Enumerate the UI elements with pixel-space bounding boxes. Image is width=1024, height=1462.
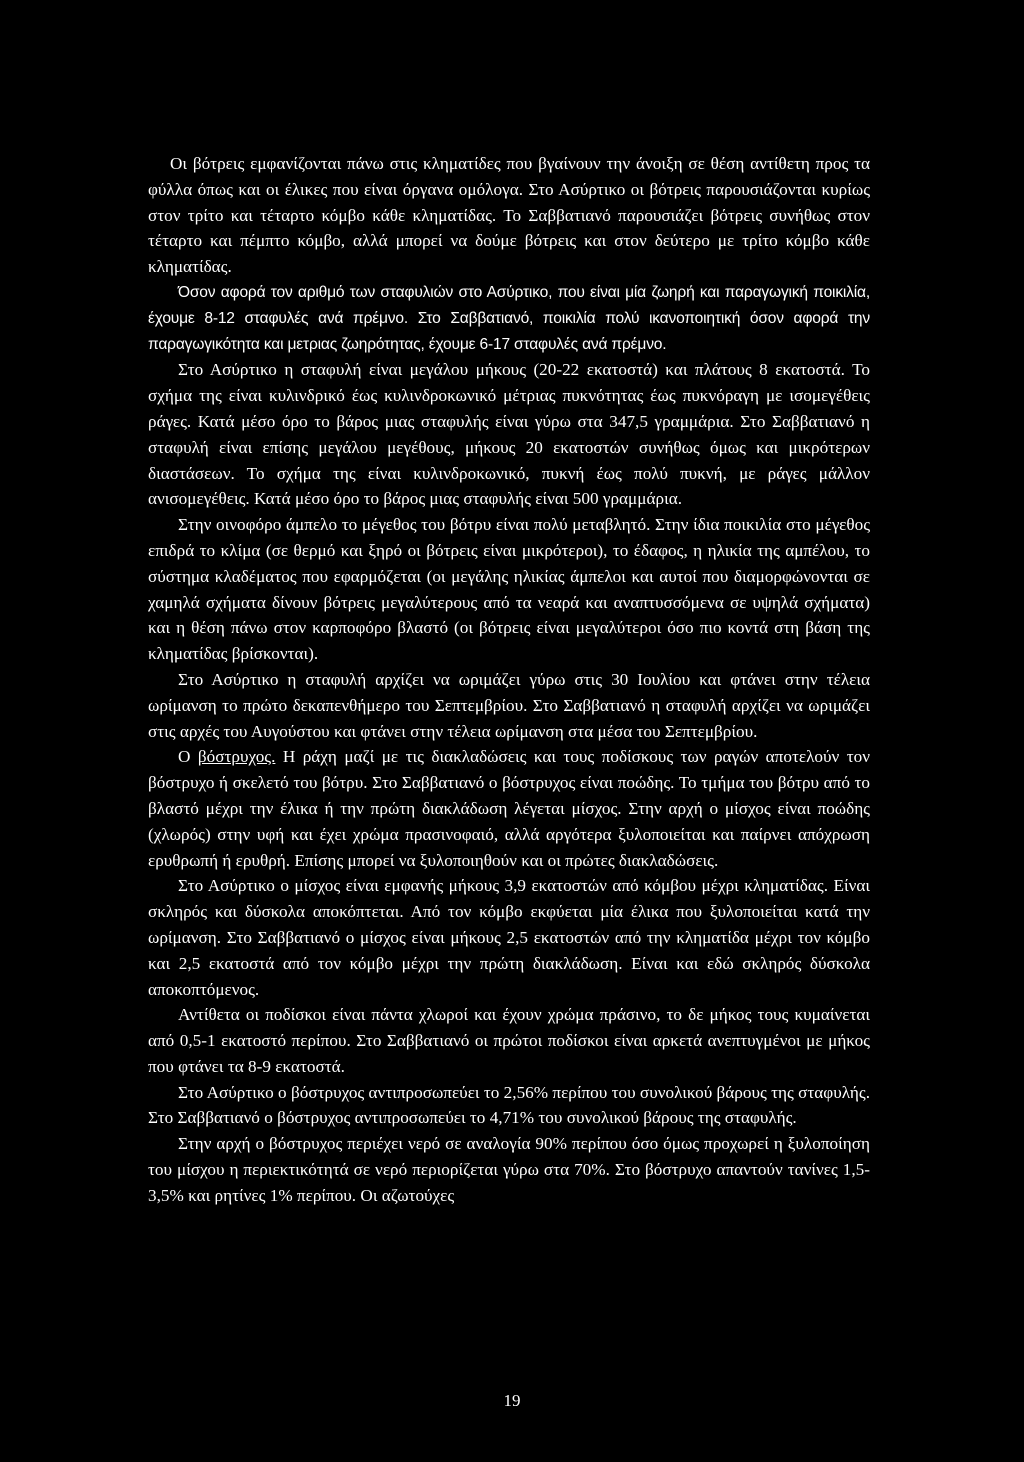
paragraph-text: Η ράχη μαζί με τις διακλαδώσεις και τους ποδίσκους των ραγών αποτελούν τον βόστρυχο ή σκελετό του βότρυ. Στο Σαββατιανό ο βόστρυχος είναι ποώδης. Το τμήμα του βότρυ από το βλαστό μέχρι την έλικα ή την πρώτη διακλάδωση λέγεται μίσχος. Στην αρχή ο μίσχος είναι ποώδης (χλωρός) στην υφή και έχει χρώμα πρασινοφαιό, αλλά αργότερα ξυλοποιείται και παίρνει απόχρωση ερυθρωπή ή ερυθρή. Επίσης μπορεί να ξυλοποιηθούν και οι πρώτες διακλαδώσεις. <box>148 747 870 870</box>
paragraph: Στο Ασύρτικο η σταφυλή είναι μεγάλου μήκους (20-22 εκατοστά) και πλάτους 8 εκατοστά. Το σχήμα της είναι κυλινδρικό έως κυλινδροκωνικό μέτριας πυκνότητας έως πυκνόραγη με ισομεγέθεις ράγες. Κατά μέσο όρο το βάρος μιας σταφυλής είναι γύρω στα 347,5 γραμμάρια. Στο Σαββατιανό η σταφυλή είναι επίσης μεγάλου μεγέθους, μήκους 20 εκατοστών συνήθως όμως και μικρότερων διαστάσεων. Το σχήμα της είναι κυλινδροκωνικό, πυκνή έως πολύ πυκνή, με ράγες μάλλον ανισομεγέθεις. Κατά μέσο όρο το βάρος μιας σταφυλής είναι 500 γραμμάρια. <box>148 360 870 509</box>
body-text <box>148 151 870 1209</box>
paragraph: Αντίθετα οι ποδίσκοι είναι πάντα χλωροί και έχουν χρώμα πράσινο, το δε μήκος τους κυμαίνεται από 0,5-1 εκατοστό περίπου. Στο Σαββατιανό οι πρώτοι ποδίσκοι είναι αρκετά ανεπτυγμένοι με μήκος που φτάνει τα 8-9 εκατοστά. <box>148 1005 870 1076</box>
paragraph: Στο Ασύρτικο ο βόστρυχος αντιπροσωπεύει το 2,56% περίπου του συνολικού βάρους της σταφυλής. Στο Σαββατιανό ο βόστρυχος αντιπροσωπεύει το 4,71% του συνολικού βάρους της σταφυλής. <box>148 1082 870 1128</box>
paragraph: Στην αρχή ο βόστρυχος περιέχει νερό σε αναλογία 90% περίπου όσο όμως προχωρεί η ξυλοποίηση του μίσχου η περιεκτικότητά σε νερό περιορίζεται γύρω στα 70%. Στο βόστρυχο απαντούν τανίνες 1,5-3,5% και ρητίνες 1% περίπου. Οι αζωτούχες <box>148 1134 870 1205</box>
paragraph: Οι βότρεις εμφανίζονται πάνω στις κληματίδες που βγαίνουν την άνοιξη σε θέση αντίθετη προς τα φύλλα όπως και οι έλικες που είναι όργανα ομόλογα. Στο Ασύρτικο οι βότρεις παρουσιάζονται κυρίως στον τρίτο και τέταρτο κόμβο κάθε κληματίδας. Το Σαββατιανό παρουσιάζει βότρεις συνήθως στον τέταρτο και πέμπτο κόμβο, αλλά μπορεί να δούμε βότρεις και στον δεύτερο με τρίτο κόμβο κάθε κληματίδας. <box>148 154 870 277</box>
paragraph: Στο Ασύρτικο η σταφυλή αρχίζει να ωριμάζει γύρω στις 30 Ιουλίου και φτάνει στην τέλεια ωρίμανση το πρώτο δεκαπενθήμερο του Σεπτεμβρίου. Στο Σαββατιανό η σταφυλή αρχίζει να ωριμάζει στις αρχές του Αυγούστου και φτάνει στην τέλεια ωρίμανση στα μέσα του Σεπτεμβρίου. <box>148 669 870 741</box>
term-heading: βόστρυχος. <box>197 747 276 767</box>
page-number: 19 <box>503 1391 521 1410</box>
paragraph: Όσον αφορά τον αριθμό των σταφυλιών στο Ασύρτικο, που είναι μία ζωηρή και παραγωγική ποικιλία, έχουμε 8-12 σταφυλές ανά πρέμνο. Στο Σαββατιανό, ποικιλία πολύ ικανοποιητική όσον αφορά την παραγωγικότητα και μετριας ζωηρότητας, έχουμε 6-17 σταφυλές ανά πρέμνο. <box>148 283 870 353</box>
paragraph: Στην οινοφόρο άμπελο το μέγεθος του βότρυ είναι πολύ μεταβλητό. Στην ίδια ποικιλία στο μέγεθος επιδρά το κλίμα (σε θερμό και ξηρό οι βότρεις είναι μικρότεροι), το έδαφος, η ηλικία της αμπέλου, το σύστημα κλαδέματος που εφαρμόζεται (οι μεγάλης ηλικίας άμπελοι και αυτοί που διαμορφώνονται σε χαμηλά σχήματα δίνουν βότρεις μεγαλύτερους από τα νεαρά και αναπτυσσόμενα σε υψηλά σχήματα) και η θέση πάνω στον καρποφόρο βλαστό (οι βότρεις είναι μεγαλύτεροι όσο πιο κοντά στη βάση της κληματίδας βρίσκονται). <box>148 515 870 664</box>
lead-text: Ο <box>178 747 198 767</box>
paragraph-bostrychos <box>148 744 870 873</box>
paragraph: Στο Ασύρτικο ο μίσχος είναι εμφανής μήκους 3,9 εκατοστών από κόμβου μέχρι κληματίδας. Είναι σκληρός και δύσκολα αποκόπτεται. Από τον κόμβο εκφύεται μία έλικα που ξυλοποιείται κατά την ωρίμανση. Στο Σαββατιανό ο μίσχος είναι μήκους 2,5 εκατοστών από την κληματίδα μέχρι τον κόμβο και 2,5 εκατοστά από τον κόμβο μέχρι την πρώτη διακλάδωση. Είναι και εδώ σκληρός δύσκολα αποκοπτόμενος. <box>148 876 870 999</box>
